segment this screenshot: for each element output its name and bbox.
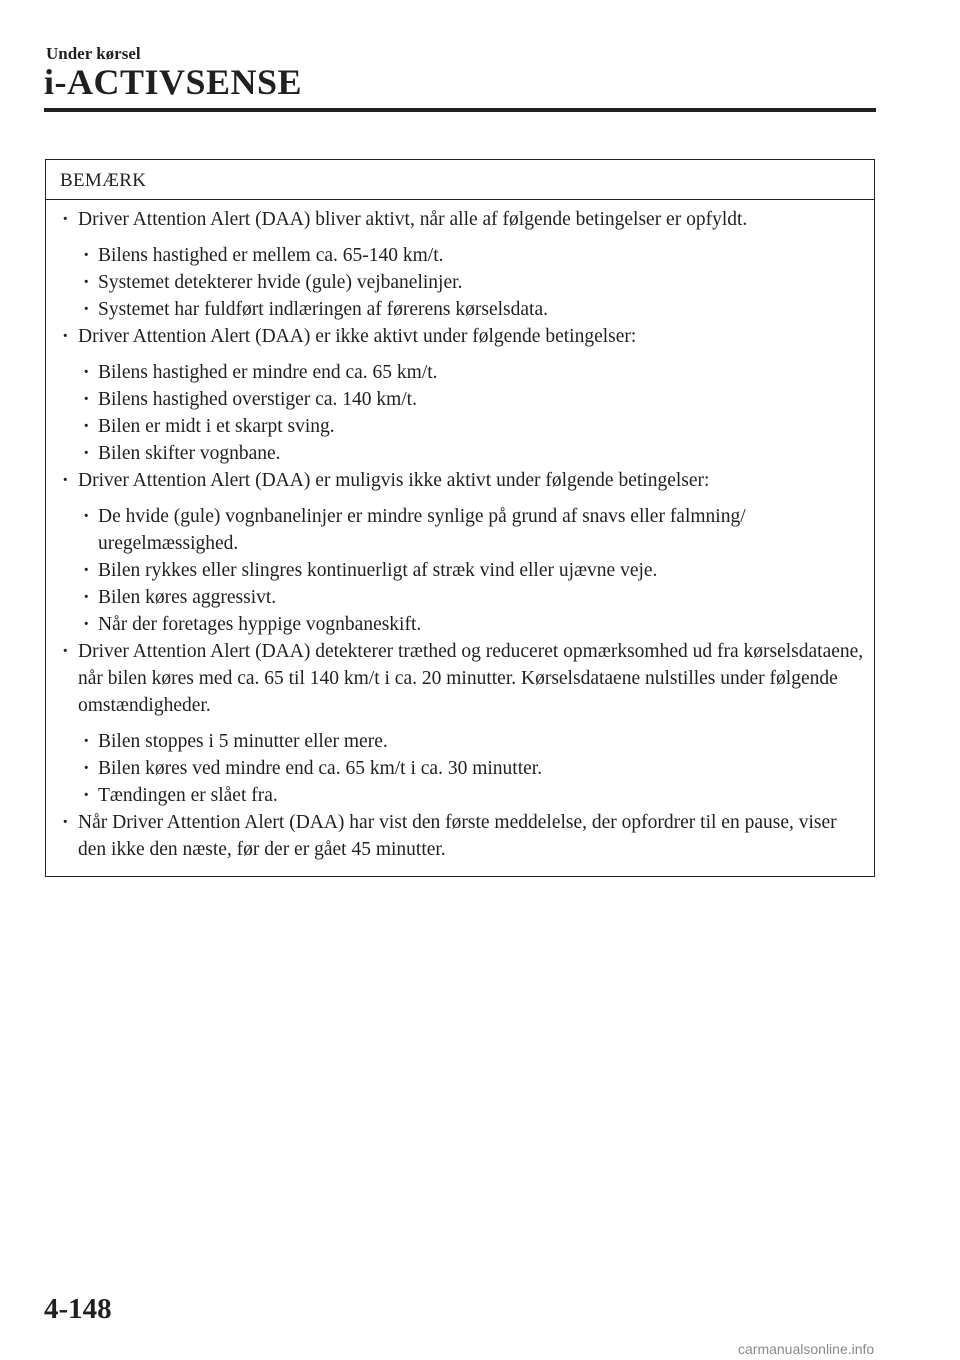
sub-bullet: · Bilens hastighed er mindre end ca. 65 km/t. (60, 359, 864, 386)
note-item (60, 467, 864, 638)
sub-bullet: · Bilen køres ved mindre end ca. 65 km/t i ca. 30 minutter. (60, 755, 864, 782)
bullet-text: · Driver Attention Alert (DAA) bliver aktivt, når alle af følgende betingelser er opfyldt. (60, 206, 864, 233)
title-rule (44, 108, 876, 112)
sub-bullet: · Bilen rykkes eller slingres kontinuerligt af stræk vind eller ujævne veje. (60, 557, 864, 584)
sub-bullet: · Bilens hastighed er mellem ca. 65-140 km/t. (60, 242, 864, 269)
bullet-text: · Driver Attention Alert (DAA) er ikke aktivt under følgende betingelser: (60, 323, 864, 350)
sub-bullet: · De hvide (gule) vognbanelinjer er mindre synlige på grund af snavs eller falmning/ uregelmæssighed. (60, 503, 864, 557)
watermark: carmanualsonline.info (738, 1341, 875, 1357)
note-body (46, 200, 874, 863)
note-item (60, 638, 864, 809)
page-number: 4-148 (44, 1293, 112, 1325)
sub-list (60, 728, 864, 809)
note-box (45, 159, 875, 877)
bullet-text: · Driver Attention Alert (DAA) detekterer træthed og reduceret opmærksomhed ud fra kørselsdataene, når bilen køres med ca. 65 til 140 km/t i ca. 20 minutter. Kørselsdataene nulstilles under følgende omstændigheder. (60, 638, 864, 719)
section-label: Under kørsel (46, 44, 141, 63)
sub-bullet: · Bilen skifter vognbane. (60, 440, 864, 467)
sub-bullet: · Bilen stoppes i 5 minutter eller mere. (60, 728, 864, 755)
sub-bullet: · Bilens hastighed overstiger ca. 140 km/t. (60, 386, 864, 413)
sub-list (60, 359, 864, 467)
note-heading: BEMÆRK (46, 160, 874, 200)
note-item (60, 206, 864, 323)
sub-bullet: · Tændingen er slået fra. (60, 782, 864, 809)
note-item (60, 809, 864, 863)
bullet-text: · Driver Attention Alert (DAA) er muligvis ikke aktivt under følgende betingelser: (60, 467, 864, 494)
sub-bullet: · Systemet detekterer hvide (gule) vejbanelinjer. (60, 269, 864, 296)
chapter-title: i-ACTIVSENSE (44, 62, 303, 102)
bullet-text: · Når Driver Attention Alert (DAA) har vist den første meddelelse, der opfordrer til en pause, viser den ikke den næste, før der er gået 45 minutter. (60, 809, 864, 863)
sub-bullet: · Når der foretages hyppige vognbaneskift. (60, 611, 864, 638)
sub-bullet: · Bilen er midt i et skarpt sving. (60, 413, 864, 440)
sub-list (60, 242, 864, 323)
sub-bullet: · Bilen køres aggressivt. (60, 584, 864, 611)
sub-list (60, 503, 864, 638)
sub-bullet: · Systemet har fuldført indlæringen af førerens kørselsdata. (60, 296, 864, 323)
note-item (60, 323, 864, 467)
